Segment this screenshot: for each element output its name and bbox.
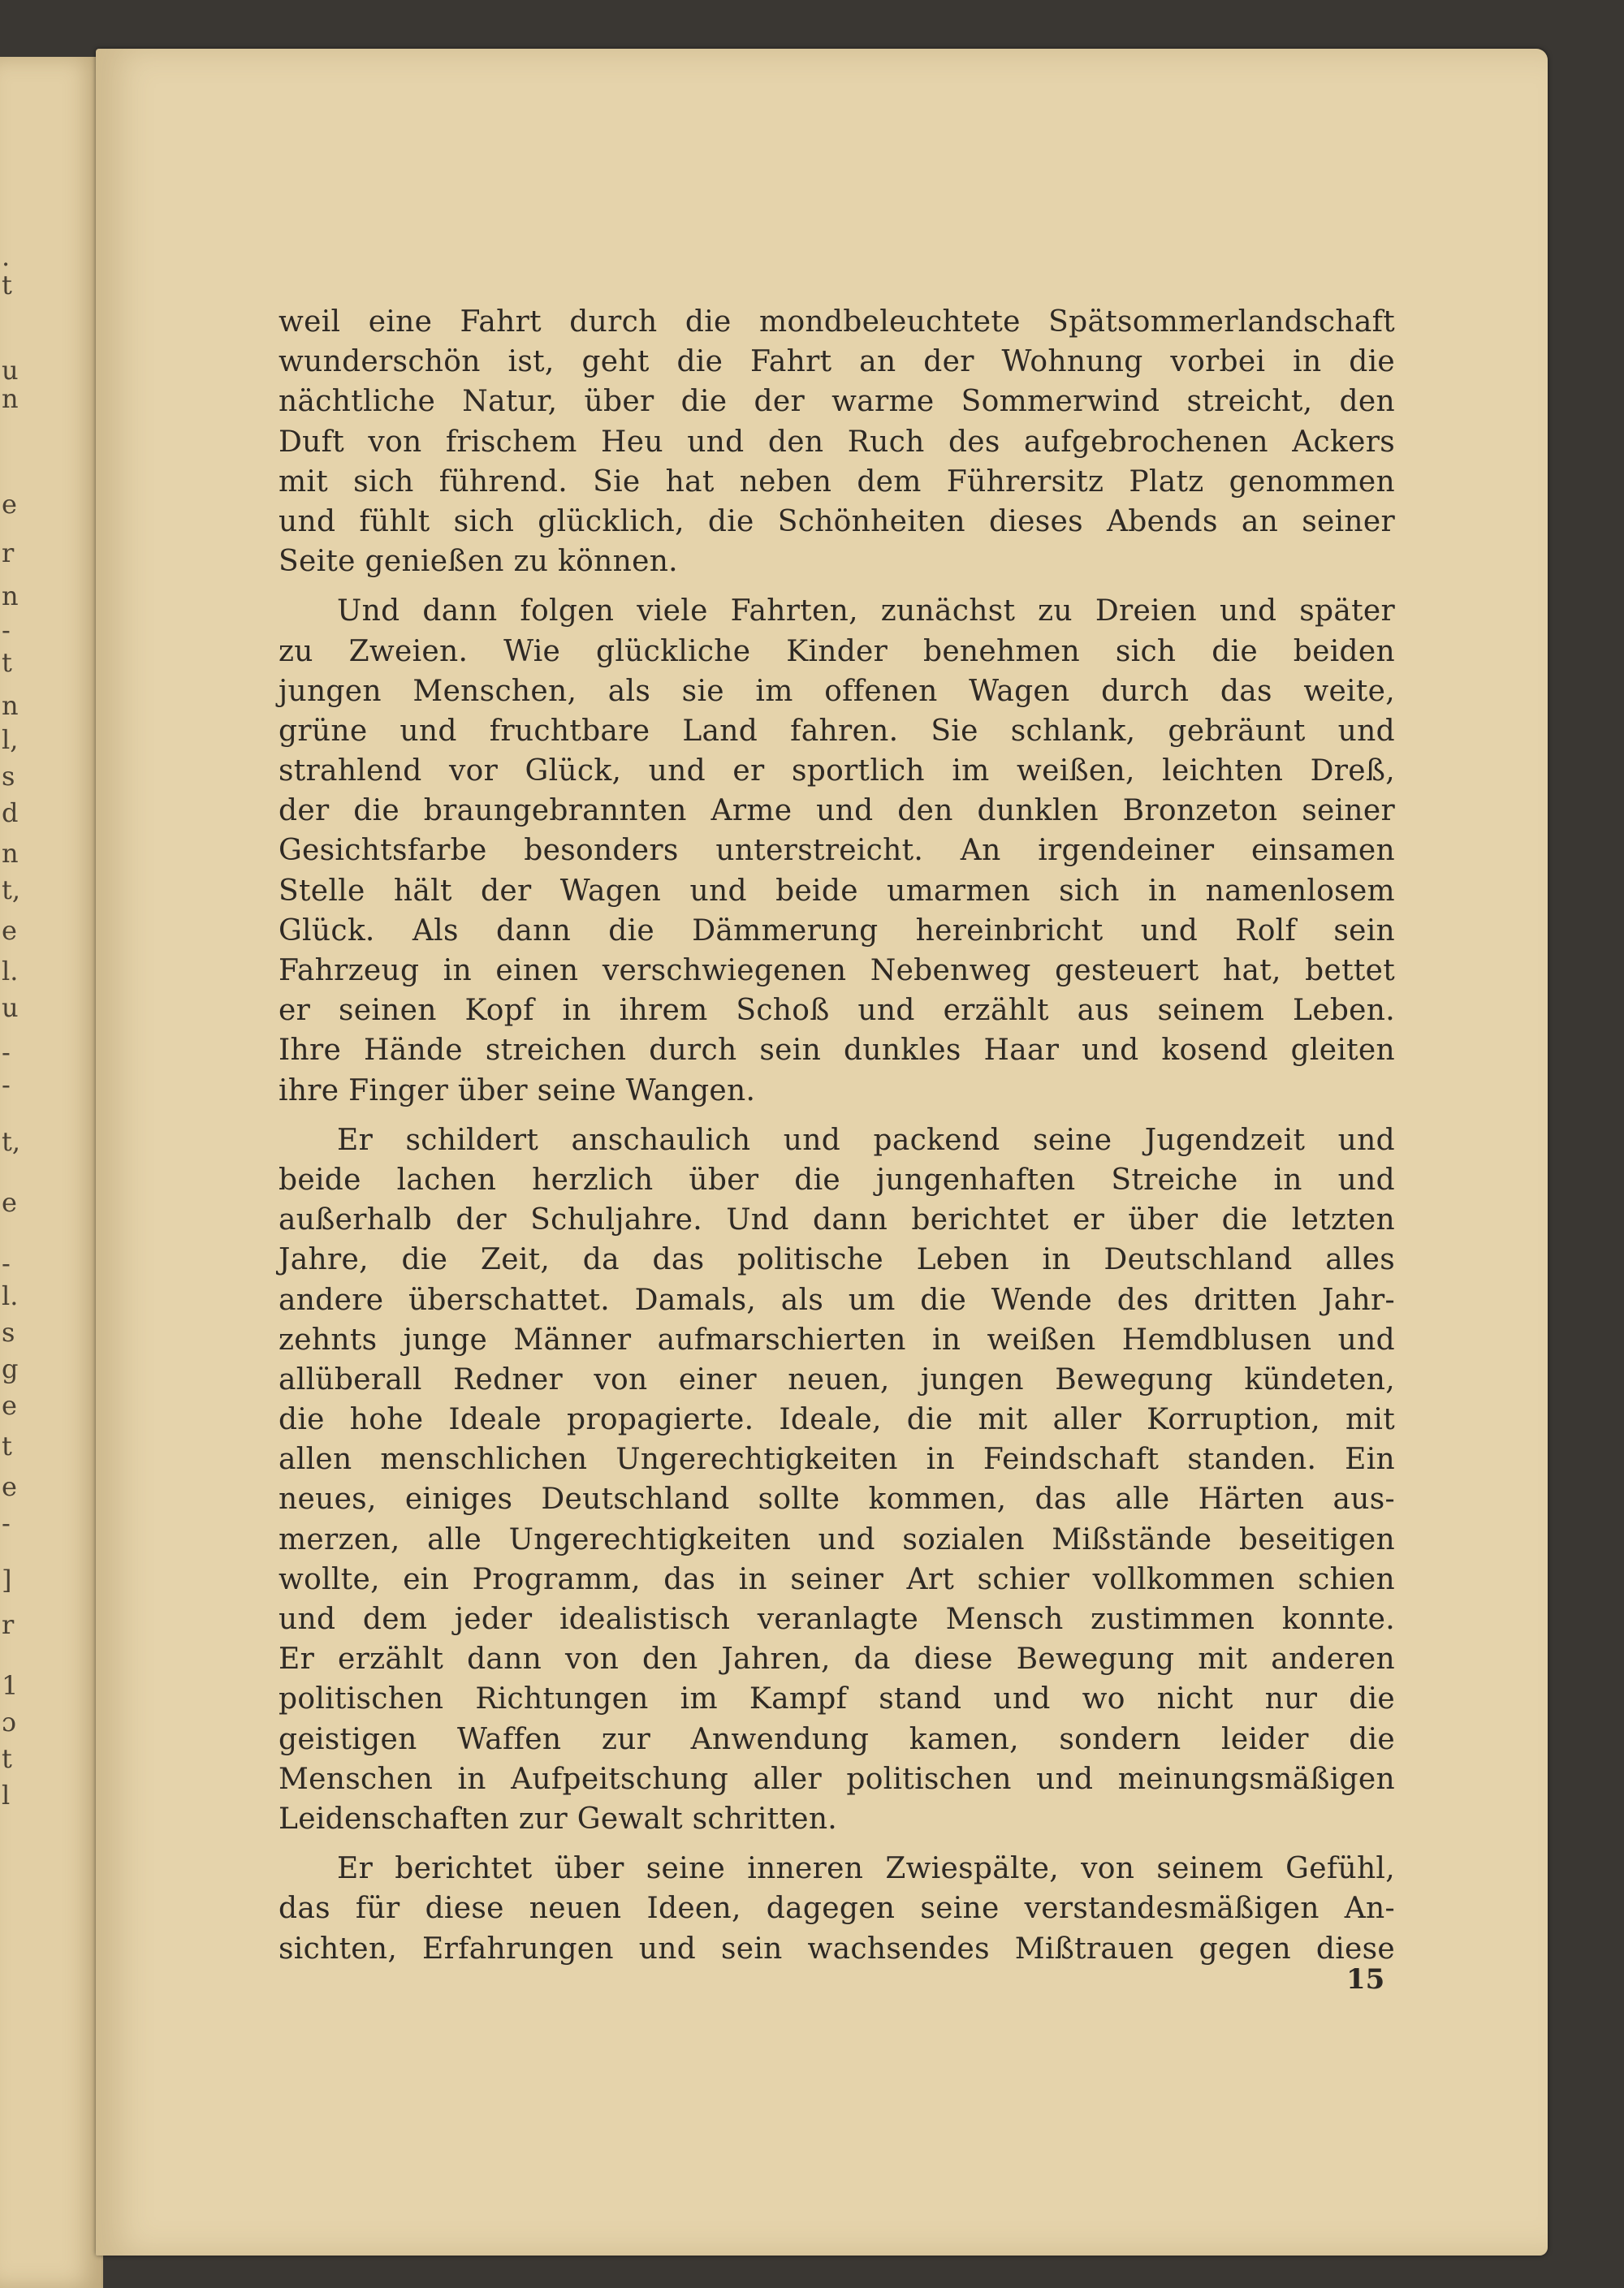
text-line: geistigen Waffen zur Anwendung kamen, sondern leider die [279,1722,1395,1756]
facing-page-fragment: e [2,1471,17,1502]
text-line: wollte, ein Programm, das in seiner Art schier vollkommen schien [279,1562,1395,1596]
text-line: jungen Menschen, als sie im offenen Wagen durch das weite, [279,674,1395,708]
facing-page-edge [0,57,103,2288]
text-line: zu Zweien. Wie glückliche Kinder benehmen sich die beiden [279,634,1395,668]
text-line: andere überschattet. Damals, als um die Wende des dritten Jahr- [279,1283,1395,1317]
book-page [96,49,1548,2256]
facing-page-fragment: u [2,992,19,1023]
text-line: die hohe Ideale propagierte. Ideale, die mit aller Korruption, mit [279,1403,1395,1437]
text-line: Seite genießen zu können. [279,545,678,579]
text-line: mit sich führend. Sie hat neben dem Führersitz Platz genommen [279,464,1395,499]
facing-page-fragment: e [2,489,17,520]
text-line: Duft von frischem Heu und den Ruch des aufgebrochenen Ackers [279,425,1395,459]
facing-page-fragment: g [2,1353,19,1384]
text-line: und dem jeder idealistisch veranlagte Mensch zustimmen konnte. [279,1603,1395,1636]
facing-page-fragment: t, [2,1126,21,1157]
text-line: Jahre, die Zeit, da das politische Leben in Deutschland alles [279,1243,1395,1277]
body-text [279,302,1395,1969]
text-line: nächtliche Natur, über die der warme Sommerwind streicht, den [279,385,1395,419]
paragraph [279,1120,1395,1839]
text-line: Er erzählt dann von den Jahren, da diese Bewegung mit anderen [279,1643,1395,1677]
facing-page-fragment: r [2,1609,15,1640]
facing-page-fragment: - [2,615,11,645]
facing-page-fragment: . [2,241,11,272]
facing-page-fragment: ] [2,1565,12,1595]
text-line: das für diese neuen Ideen, dagegen seine verstandesmäßigen An- [279,1892,1395,1926]
text-line: Gesichtsfarbe besonders unterstreicht. An irgendeiner einsamen [279,834,1395,868]
text-line: Glück. Als dann die Dämmerung hereinbricht und Rolf sein [279,913,1395,948]
text-line: Und dann folgen viele Fahrten, zunächst zu Dreien und später [337,594,1395,628]
facing-page-fragment: l. [2,1280,19,1311]
page-number: 15 [1346,1963,1385,1996]
text-line: der die braungebrannten Arme und den dunklen Bronzeton seiner [279,794,1395,828]
facing-page-fragment: - [2,1508,11,1539]
facing-page-fragment: t [2,647,12,678]
text-line: außerhalb der Schuljahre. Und dann berichtet er über die letzten [279,1203,1395,1237]
facing-page-fragment: - [2,1248,11,1279]
text-line: Fahrzeug in einen verschwiegenen Nebenweg gesteuert hat, bettet [279,954,1395,987]
text-line: neues, einiges Deutschland sollte kommen, das alle Härten aus- [279,1483,1395,1517]
facing-page-fragment: ɔ [2,1707,16,1738]
facing-page-fragment: e [2,1390,17,1421]
facing-page-fragment: n [2,690,19,721]
facing-page-fragment: u [2,355,19,386]
text-line: beide lachen herzlich über die jungenhaften Streiche in und [279,1163,1395,1197]
facing-page-fragment: r [2,537,15,568]
facing-page-fragment: - [2,1069,11,1100]
text-line: zehnts junge Männer aufmarschierten in weißen Hemdblusen und [279,1323,1395,1357]
text-line: merzen, alle Ungerechtigkeiten und sozialen Mißstände beseitigen [279,1522,1395,1556]
facing-page-fragment: d [2,797,19,828]
text-line: Ihre Hände streichen durch sein dunkles Haar und kosend gleiten [279,1034,1395,1068]
facing-page-fragment: l. [2,956,19,986]
facing-page-fragment: e [2,915,17,946]
text-line: und fühlt sich glücklich, die Schönheiten dieses Abends an seiner [279,504,1395,538]
facing-page-fragment: t [2,1743,12,1774]
text-line: wunderschön ist, geht die Fahrt an der Wohnung vorbei in die [279,345,1395,379]
paragraph [279,302,1395,581]
text-line: Menschen in Aufpeitschung aller politischen und meinungsmäßigen [279,1762,1395,1796]
facing-page-fragment: e [2,1187,17,1218]
facing-page-fragment: s [2,1317,15,1348]
text-line: Er berichtet über seine inneren Zwiespälte, von seinem Gefühl, [337,1852,1395,1886]
facing-page-fragment: t [2,1431,12,1461]
text-line: er seinen Kopf in ihrem Schoß und erzählt aus seinem Leben. [279,994,1395,1028]
text-line: grüne und fruchtbare Land fahren. Sie schlank, gebräunt und [279,714,1395,748]
text-line: Stelle hält der Wagen und beide umarmen sich in namenlosem [279,874,1395,908]
text-line: allüberall Redner von einer neuen, jungen Bewegung kündeten, [279,1362,1395,1397]
facing-page-fragment: n [2,838,19,869]
text-line: ihre Finger über seine Wangen. [279,1073,756,1107]
text-line: Er schildert anschaulich und packend seine Jugendzeit und [337,1123,1395,1157]
facing-page-fragment: l [2,1780,11,1811]
facing-page-fragment: n [2,581,19,611]
facing-page-fragment: l, [2,724,19,755]
facing-page-fragment: s [2,761,15,792]
paragraph [279,1849,1395,1969]
text-line: weil eine Fahrt durch die mondbeleuchtete Spätsommerlandschaft [279,305,1395,339]
facing-page-fragment: - [2,1037,11,1068]
facing-page-fragment: n [2,383,19,414]
text-line: allen menschlichen Ungerechtigkeiten in Feindschaft standen. Ein [279,1443,1395,1477]
text-line: strahlend vor Glück, und er sportlich im weißen, leichten Dreß, [279,754,1395,788]
paragraph [279,591,1395,1110]
text-line: sichten, Erfahrungen und sein wachsendes Mißtrauen gegen diese [279,1932,1395,1966]
text-line: Leidenschaften zur Gewalt schritten. [279,1802,838,1836]
text-line: politischen Richtungen im Kampf stand und wo nicht nur die [279,1682,1395,1716]
facing-page-fragment: t [2,270,12,300]
facing-page-fragment: t, [2,874,21,905]
facing-page-fragment: 1 [2,1670,19,1701]
